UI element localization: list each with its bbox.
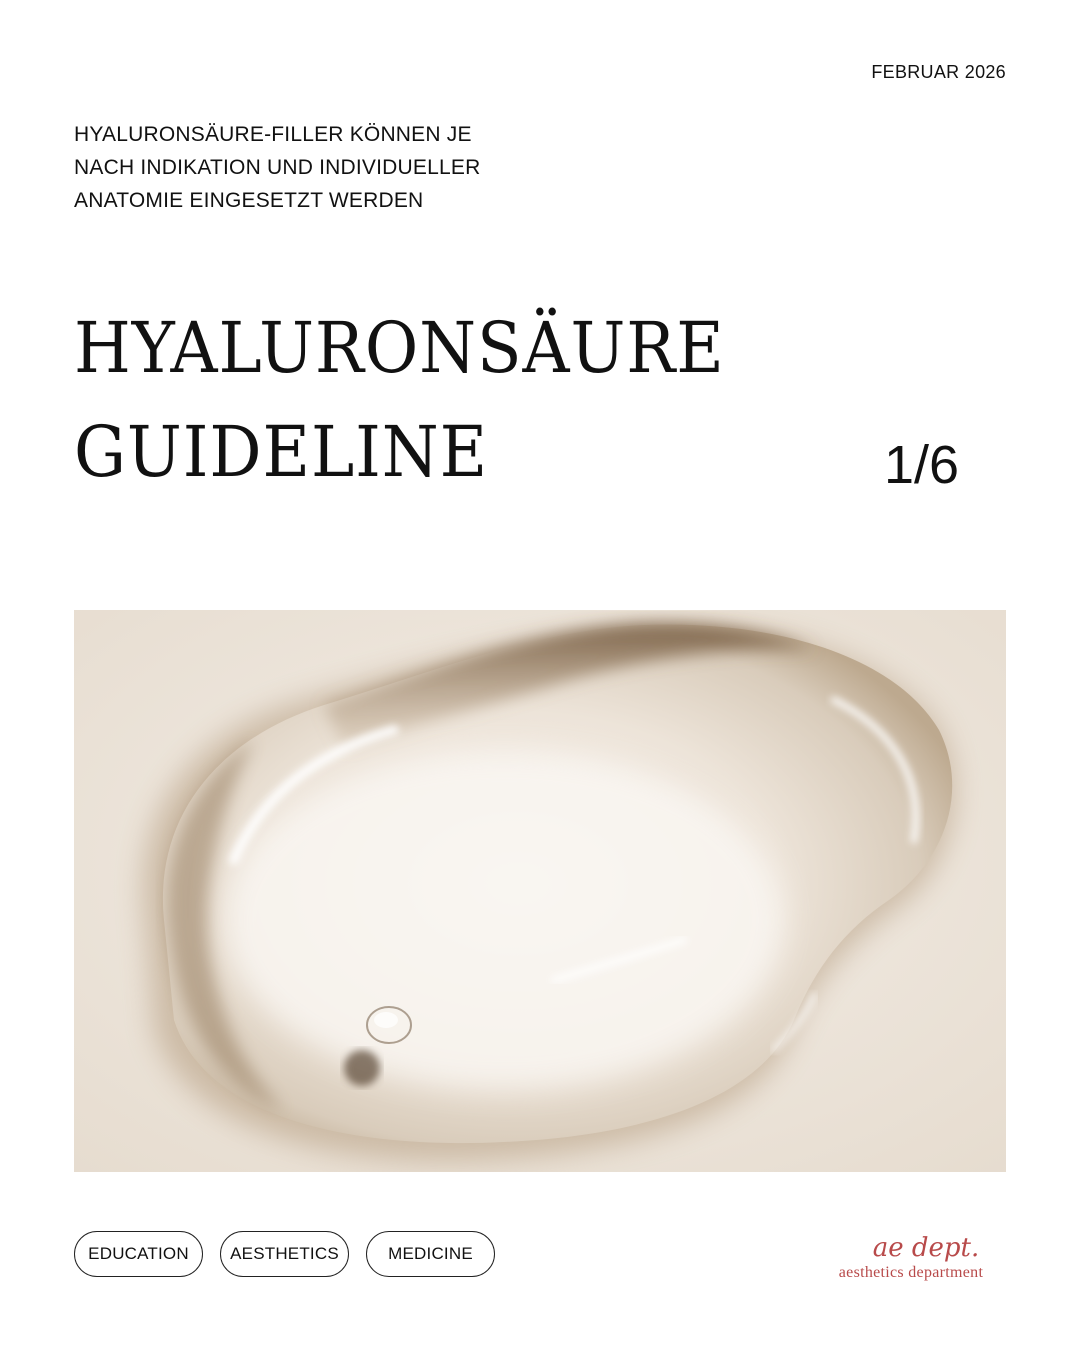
page-title xyxy=(74,296,725,504)
title-line: GUIDELINE xyxy=(74,411,489,493)
intro-line: HYALURONSÄURE-FILLER KÖNNEN JE xyxy=(74,123,472,146)
air-bubble-shadow xyxy=(344,1050,380,1086)
tag-list xyxy=(74,1231,495,1277)
intro-line: NACH INDIKATION UND INDIVIDUELLER xyxy=(74,156,481,179)
logo-subtitle: aesthetics department xyxy=(838,1264,984,1281)
brand-logo xyxy=(816,1232,1006,1282)
tag-education[interactable]: EDUCATION xyxy=(74,1231,203,1277)
page-indicator: 1/6 xyxy=(884,435,960,495)
intro-line: ANATOMIE EINGESETZT WERDEN xyxy=(74,189,424,212)
tag-medicine[interactable]: MEDICINE xyxy=(366,1231,495,1277)
tag-aesthetics[interactable]: AESTHETICS xyxy=(220,1231,349,1277)
gel-drop-illustration xyxy=(74,610,1006,1172)
air-bubble-highlight xyxy=(374,1012,398,1028)
logo-mark: ae dept. xyxy=(872,1233,980,1263)
intro-text xyxy=(74,118,594,217)
gel-drop-photo xyxy=(74,610,1006,1172)
title-line: HYALURONSÄURE xyxy=(74,307,725,389)
gel-inner-glow xyxy=(224,750,784,1090)
publication-date: FEBRUAR 2026 xyxy=(871,62,1006,82)
